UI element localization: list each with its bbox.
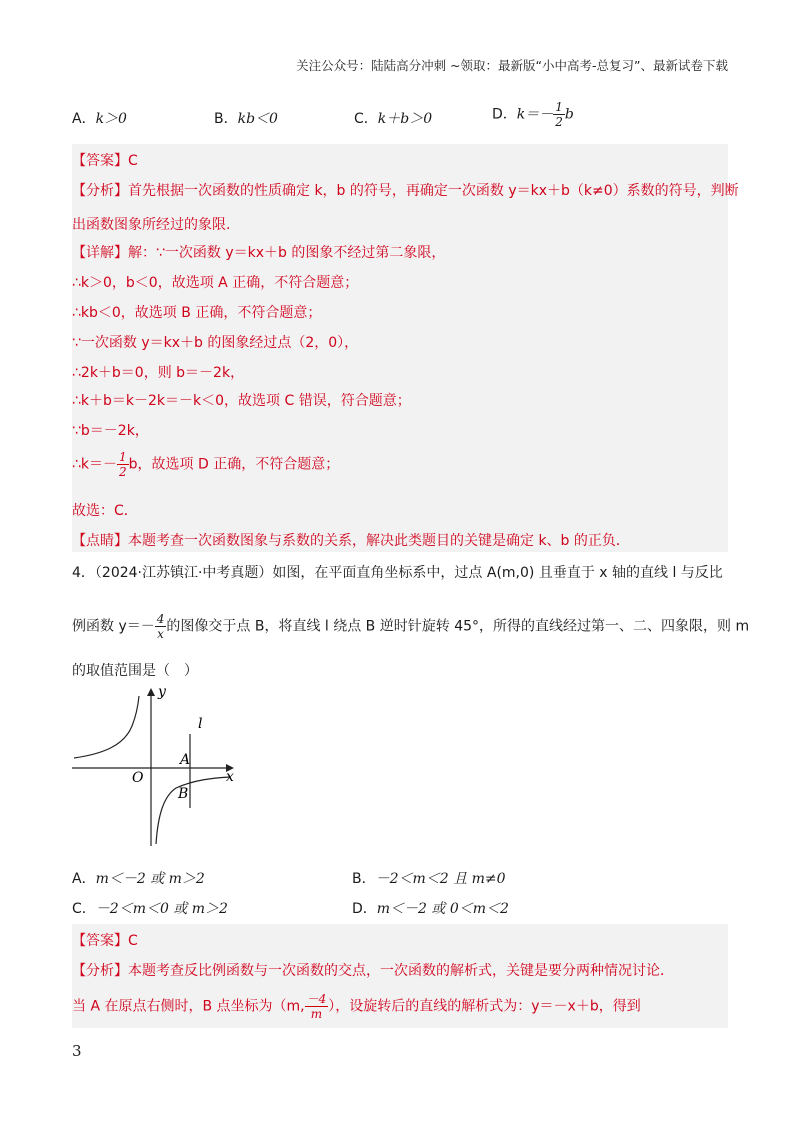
- option-label: A．: [72, 111, 96, 127]
- label-x: x: [226, 769, 234, 785]
- q4-figure: [72, 684, 242, 850]
- detail-line-8: ∴k＝－ $\frac{1}{2}$ b，故选项 D 正确，不符合题意；: [72, 450, 340, 479]
- option-label: D．: [492, 106, 517, 123]
- q4-solution-box: [72, 924, 728, 1028]
- q3-solution-box: [72, 144, 739, 552]
- detail-line-3: ∴kb＜0，故选项 B 正确，不符合题意；: [72, 305, 322, 321]
- q3-option-b: [214, 108, 278, 128]
- label-l: l: [198, 716, 203, 732]
- fraction: $\frac{-4}{m}$: [306, 992, 327, 1021]
- option-text: b: [564, 106, 574, 123]
- q4-option-c: C．－2＜m＜0 或 m＞2: [72, 901, 228, 917]
- q3-option-a: [72, 108, 127, 128]
- detail-line-4: ∵一次函数 y＝kx＋b 的图象经过点（2，0），: [72, 335, 359, 351]
- option-label: B．: [214, 111, 238, 127]
- question-4-line-3: 的取值范围是（ ）: [72, 663, 198, 679]
- fraction: $\frac{1}{2}$: [119, 450, 127, 479]
- analysis-line-2: 当 A 在原点右侧时，B 点坐标为（m, $\frac{-4}{m}$ ），设旋转后的直线的解析式为：y＝－x＋b，得到: [72, 992, 641, 1021]
- comment-line: 【点睛】本题考查一次函数图象与系数的关系，解决此类题目的关键是确定 k、b 的正负．: [72, 533, 630, 549]
- answer-line: 【答案】C: [72, 933, 138, 949]
- question-4: [72, 556, 750, 679]
- option-text: kb＜0: [237, 111, 278, 127]
- q3-option-d: [492, 100, 574, 129]
- detail-line-7: ∵b＝－2k，: [72, 423, 149, 439]
- label-b: B: [178, 786, 189, 802]
- label-y: y: [158, 684, 166, 700]
- question-4-line-1: 4．（2024·江苏镇江·中考真题）如图，在平面直角坐标系中，过点 A(m,0) 且垂直于 x 轴的直线 l 与反比: [72, 565, 723, 581]
- y-axis-arrow: [147, 688, 155, 696]
- option-label: C．: [354, 111, 378, 127]
- label-a: A: [180, 752, 191, 768]
- detail-line-5: ∴2k＋b＝0，则 b＝－2k，: [72, 365, 245, 381]
- q3-options: [72, 100, 728, 130]
- label-o: O: [132, 770, 144, 786]
- hyperbola-branch-left: [74, 696, 139, 758]
- q3-option-c: [354, 108, 432, 128]
- analysis-line: 【分析】本题考查反比例函数与一次函数的交点，一次函数的解析式，关键是要分两种情况讨论．: [72, 963, 674, 979]
- detail-line-1: 【详解】解：∵一次函数 y＝kx＋b 的图象不经过第二象限，: [72, 245, 446, 261]
- q4-options: [72, 868, 728, 930]
- analysis-line: 【分析】首先根据一次函数的性质确定 k，b 的符号，再确定一次函数 y＝kx＋b（k≠0）系数的符号，判断: [72, 183, 739, 199]
- detail-line-2: ∴k＞0，b＜0，故选项 A 正确，不符合题意；: [72, 275, 359, 291]
- detail-line-6: ∴k＋b＝k－2k＝－k＜0，故选项 C 错误，符合题意；: [72, 393, 411, 409]
- option-text: k＞0: [95, 111, 127, 127]
- analysis-line-2: 出函数图象所经过的象限．: [72, 217, 240, 233]
- hyperbola-branch-right: [156, 777, 230, 844]
- page-header: 关注公众号：陆陆高分冲刺 ~领取：最新版“小中高考-总复习”、最新试卷下载: [296, 58, 728, 73]
- fraction: $\frac{1}{2}$: [555, 100, 563, 129]
- answer-line: 【答案】C: [72, 153, 138, 169]
- choose-line: 故选：C．: [72, 503, 138, 519]
- option-text: k＝－: [516, 106, 554, 123]
- q4-option-b: B．－2＜m＜2 且 m≠0: [352, 871, 506, 887]
- question-4-line-2: 例函数 y＝－ $\frac{4}{x}$ 的图像交于点 B，将直线 l 绕点 B 逆时针旋转 45°，所得的直线经过第一、二、四象限，则 m: [72, 612, 750, 641]
- page-number: 3: [72, 1042, 82, 1060]
- fraction: $\frac{4}{x}$: [156, 612, 165, 641]
- q4-option-d: D．m＜－2 或 0＜m＜2: [352, 901, 509, 917]
- option-text: k＋b＞0: [377, 111, 433, 127]
- q4-option-a: A．m＜－2 或 m＞2: [72, 871, 205, 887]
